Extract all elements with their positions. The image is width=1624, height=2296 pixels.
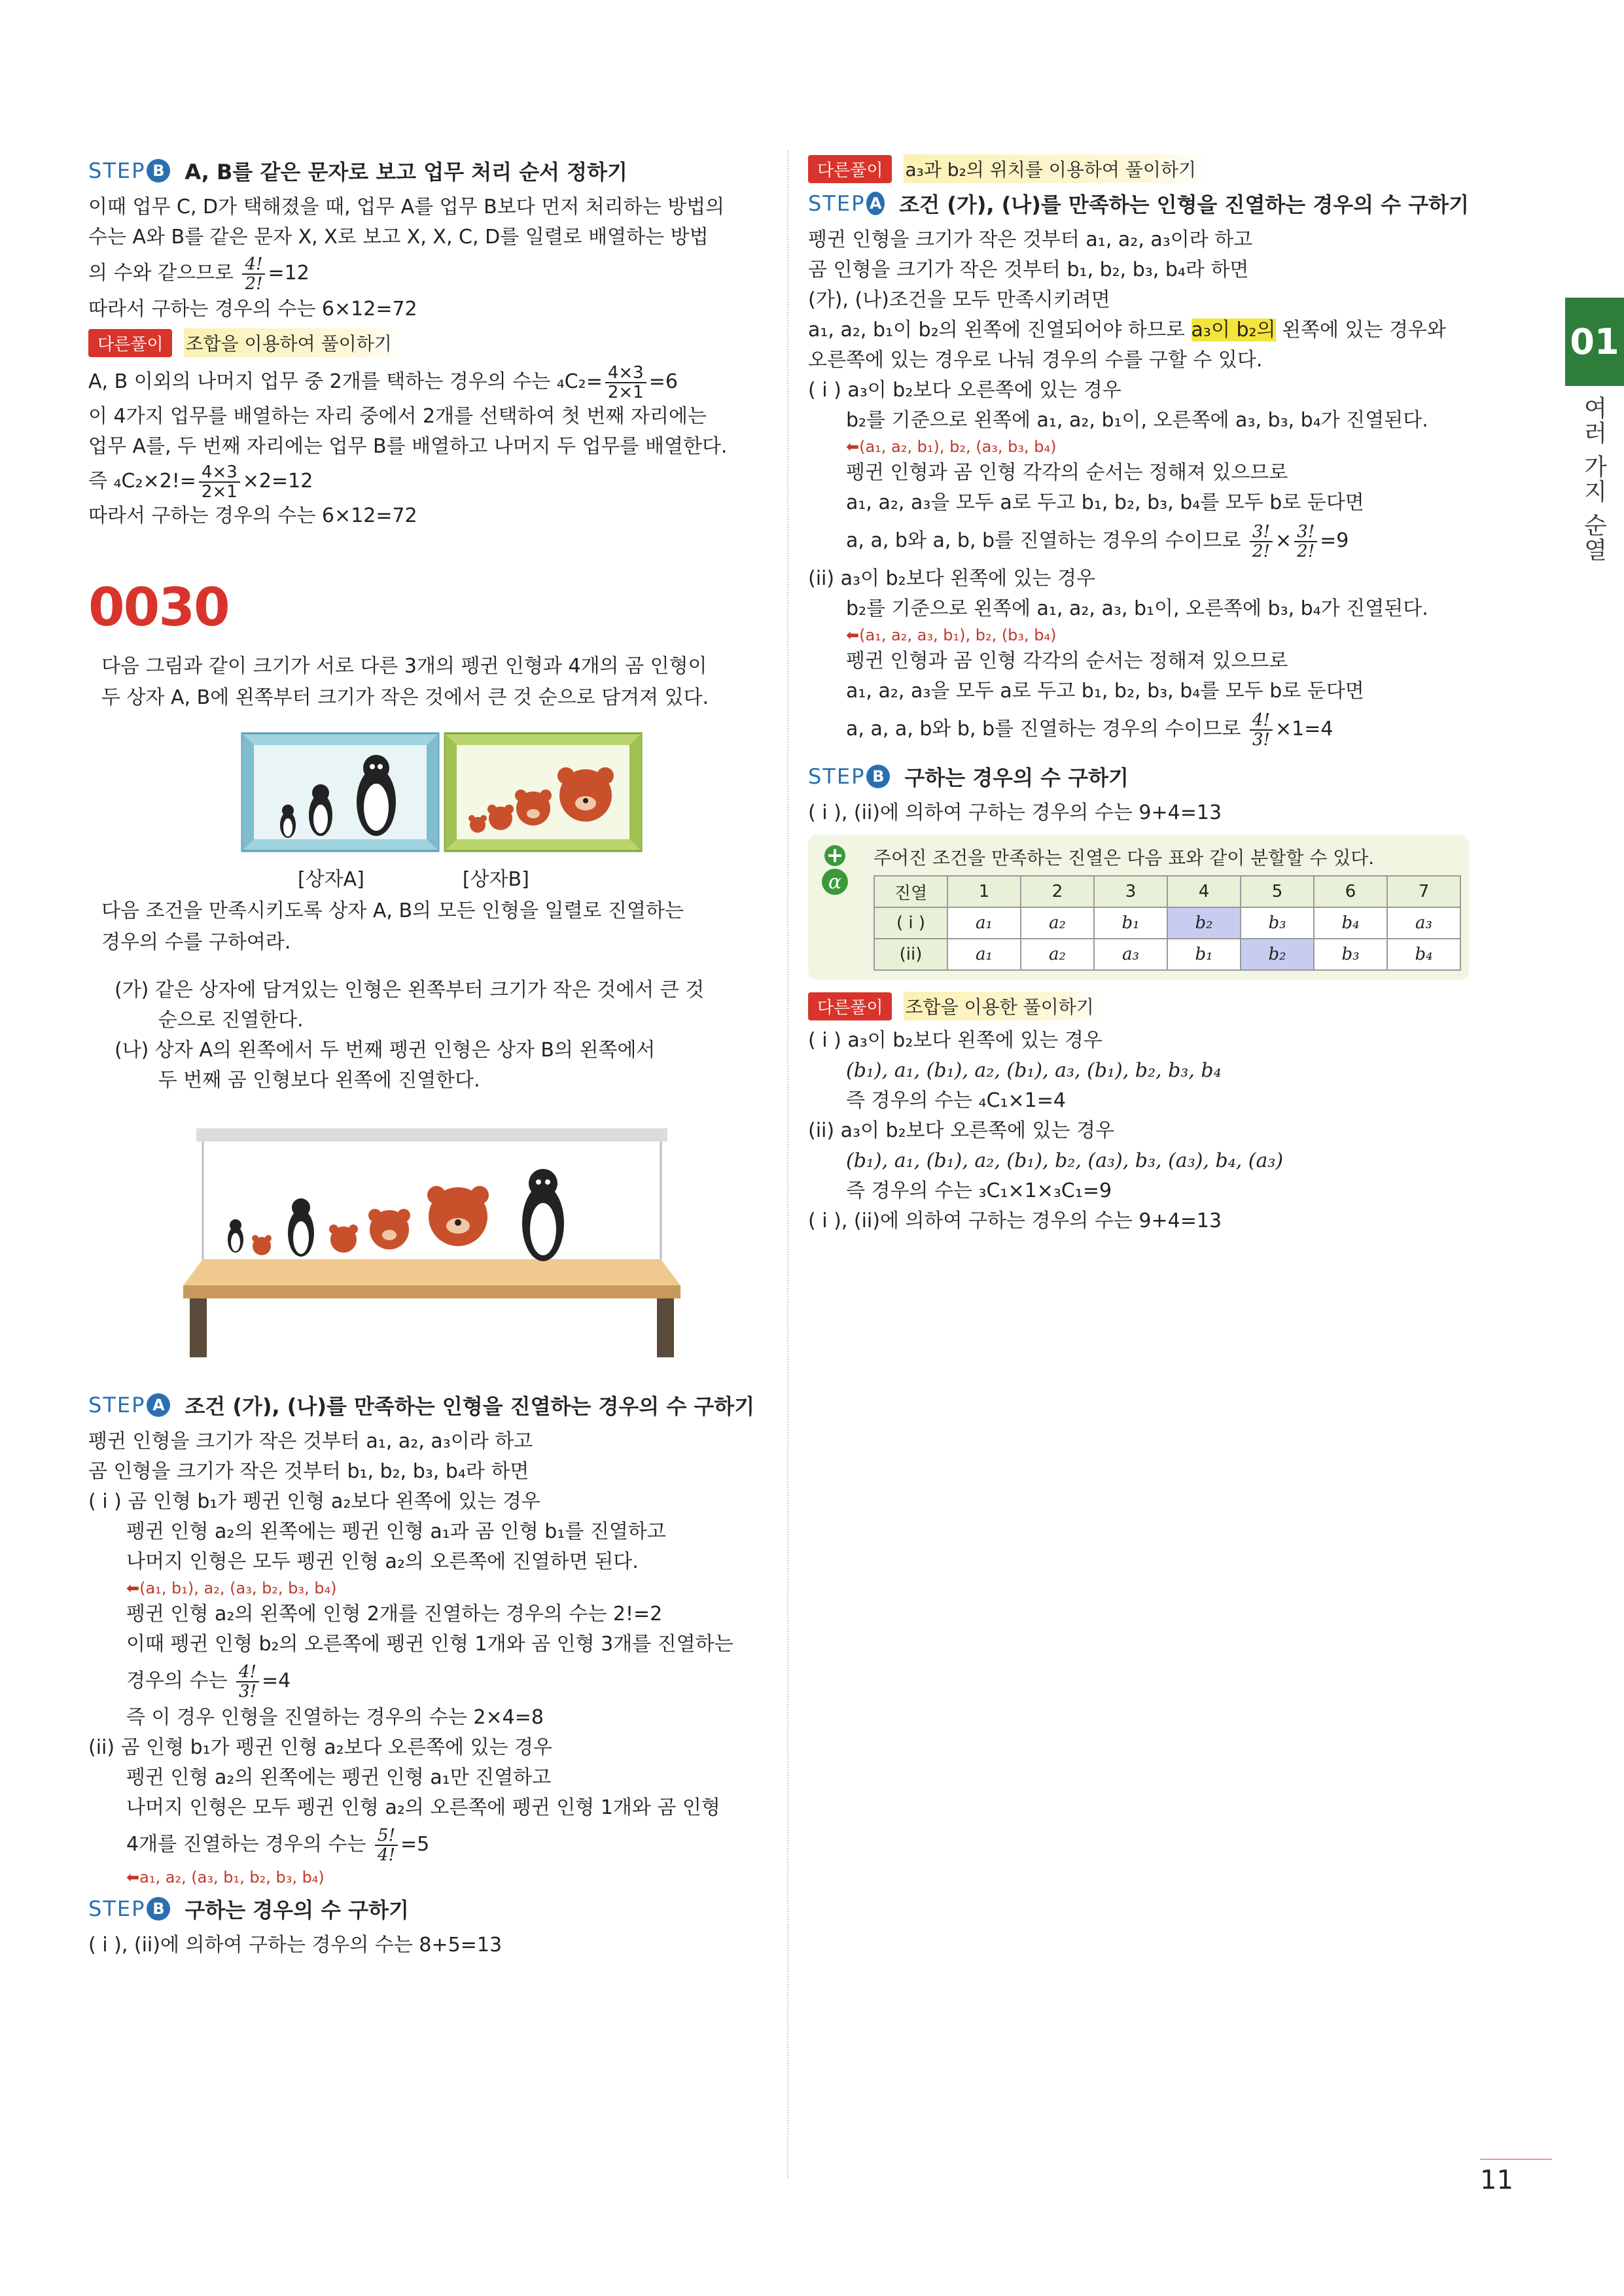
text-line: a₁, a₂, a₃을 모두 a로 두고 b₁, b₂, b₃, b₄를 모두 b로 둔다면 [846, 491, 1364, 514]
box-a [242, 733, 438, 851]
text-line: 이때 펭귄 인형 b₂의 오른쪽에 펭귄 인형 1개와 곰 인형 3개를 진열하는 [126, 1633, 733, 1656]
text-line: 즉 경우의 수는 ₄C₁×1=4 [846, 1089, 1066, 1112]
step-label: STEP [88, 1896, 146, 1921]
penguin-icon [522, 1169, 564, 1261]
text-line: 수는 A와 B를 같은 문자 X, X로 보고 X, X, C, D를 일렬로 배열하는 방법 [88, 226, 709, 249]
step-label: STEP [808, 764, 866, 789]
text-fragment: 4개를 진열하는 경우의 수는 [126, 1833, 366, 1856]
text-line [88, 362, 769, 402]
text-line: 나머지 인형은 모두 펭귄 인형 a₂의 오른쪽에 진열하면 된다. [126, 1550, 639, 1573]
text-line: 이때 업무 C, D가 택해졌을 때, 업무 A를 업무 B보다 먼저 처리하는 방법의 [88, 196, 725, 218]
fraction-numerator: 5! [375, 1826, 398, 1846]
text-fragment: 경우의 수는 [126, 1669, 228, 1692]
table-cell: a₂ [1021, 939, 1094, 970]
text-line [808, 315, 1469, 345]
condition-line: 순으로 진열한다. [115, 1009, 304, 1032]
text-line [808, 706, 1469, 752]
fraction-denominator: 2! [1252, 541, 1271, 561]
chapter-tab: 01 [1565, 298, 1624, 386]
fraction-numerator: 4! [236, 1663, 259, 1682]
table-cell: a₁ [947, 939, 1021, 970]
problem-text-line: 두 상자 A, B에 왼쪽부터 크기가 작은 것에서 큰 것 순으로 담겨져 있다. [101, 686, 709, 709]
table-cell: a₃ [1094, 939, 1167, 970]
text-line: 펭귄 인형을 크기가 작은 것부터 a₁, a₂, a₃이라 하고 [808, 228, 1253, 251]
text-line [88, 1660, 769, 1703]
page-number: 11 [1480, 2165, 1513, 2195]
table-cell: (ii) [874, 939, 947, 970]
table-cell: b₃ [1241, 907, 1314, 939]
alt-solution-header [808, 154, 1469, 183]
table-cell: 5 [1241, 876, 1314, 907]
table-cell: b₄ [1387, 939, 1460, 970]
table-cell: 1 [947, 876, 1021, 907]
step-title: 구하는 경우의 수 구하기 [904, 765, 1129, 790]
text-fragment: a₁, a₂, b₁이 b₂의 왼쪽에 진열되어야 하므로 [808, 319, 1192, 341]
step-label: STEP [88, 158, 146, 183]
caption-box-a: [상자A] [298, 868, 364, 891]
step-title: 구하는 경우의 수 구하기 [185, 1898, 409, 1922]
result-line: 따라서 구하는 경우의 수는 6×12=72 [88, 298, 417, 321]
step-letter-badge: B [147, 159, 170, 183]
result-line: 따라서 구하는 경우의 수는 6×12=72 [88, 504, 417, 527]
step-title: 조건 (가), (나)를 만족하는 인형을 진열하는 경우의 수 구하기 [899, 192, 1469, 217]
penguin-icon [280, 805, 296, 838]
problem-text [88, 651, 769, 714]
bear-icon [427, 1186, 489, 1246]
text-line: (가), (나)조건을 모두 만족시키려면 [808, 288, 1110, 311]
step-title: 조건 (가), (나)를 만족하는 인형을 진열하는 경우의 수 구하기 [185, 1394, 755, 1419]
text-line: 펭귄 인형 a₂의 왼쪽에 인형 2개를 진열하는 경우의 수는 2!=2 [126, 1603, 663, 1626]
text-fragment: A, B 이외의 나머지 업무 중 2개를 택하는 경우의 수는 ₄C₂= [88, 370, 603, 393]
hint-arrangement: ⬅(a₁, b₁), a₂, (a₃, b₂, b₃, b₄) [126, 1579, 337, 1597]
page-number-rule [1480, 2159, 1552, 2160]
alt-solution-badge: 다른풀이 [808, 155, 892, 183]
text-fragment: =6 [648, 370, 678, 393]
arrangement-table [874, 875, 1461, 971]
text-fragment: ×2=12 [242, 470, 313, 493]
table-cell-highlight: b₂ [1241, 939, 1314, 970]
case-heading: (ii) 곰 인형 b₁가 펭귄 인형 a₂보다 오른쪽에 있는 경우 [88, 1736, 553, 1759]
case-heading: ( i ) 곰 인형 b₁가 펭귄 인형 a₂보다 왼쪽에 있는 경우 [88, 1490, 540, 1513]
case-heading: (ii) a₃이 b₂보다 오른쪽에 있는 경우 [808, 1119, 1115, 1142]
case-heading: ( i ) a₃이 b₂보다 왼쪽에 있는 경우 [808, 1029, 1103, 1052]
text-line [88, 252, 769, 294]
result-line: ( i ), (ii)에 의하여 구하는 경우의 수는 9+4=13 [808, 801, 1222, 824]
text-line: 펭귄 인형 a₂의 왼쪽에는 펭귄 인형 a₁만 진열하고 [126, 1766, 552, 1789]
left-column [88, 150, 769, 1960]
text-line: 나머지 인형은 모두 펭귄 인형 a₂의 오른쪽에 펭귄 인형 1개와 곰 인형 [126, 1796, 720, 1819]
text-fragment: 왼쪽에 있는 경우와 [1275, 319, 1446, 341]
step-letter-badge: A [147, 1393, 170, 1417]
table-cell: b₁ [1094, 907, 1167, 939]
table-cell: 4 [1167, 876, 1241, 907]
problem-text-line: 다음 그림과 같이 크기가 서로 다른 3개의 펭귄 인형과 4개의 곰 인형이 [101, 655, 707, 678]
bear-icon [368, 1209, 410, 1249]
problem-text-line: 다음 조건을 만족시키도록 상자 A, B의 모든 인형을 일렬로 진열하는 [101, 899, 684, 922]
hint-arrangement: ⬅a₁, a₂, (a₃, b₁, b₂, b₃, b₄) [126, 1868, 325, 1887]
text-line: a, a, b와 a, b, b를 진열하는 경우의 수이므로 $\frac{3!}{2!}$ × $\frac{3!}{2!}$ =9 [846, 521, 1349, 561]
fraction [605, 364, 646, 402]
fraction-denominator: 3! [1252, 729, 1271, 750]
step-letter-badge: A [866, 192, 885, 215]
text-line: 곰 인형을 크기가 작은 것부터 b₁, b₂, b₃, b₄라 하면 [808, 258, 1249, 281]
problem-text [88, 896, 769, 958]
hint-arrangement: ⬅(a₁, a₂, a₃, b₁), b₂, (b₃, b₄) [846, 626, 1057, 644]
plus-alpha-icon [817, 844, 853, 897]
text-line: b₂를 기준으로 왼쪽에 a₁, a₂, b₁이, 오른쪽에 a₃, b₃, b₄가 진열된다. [846, 409, 1428, 432]
text-line: 즉 경우의 수는 ₃C₁×1×₃C₁=9 [846, 1179, 1112, 1202]
text-fragment: =4 [261, 1669, 291, 1692]
step-b-heading [88, 156, 769, 186]
fraction-denominator: 2×1 [201, 481, 238, 502]
fraction [242, 255, 265, 293]
text-line: 펭귄 인형 a₂의 왼쪽에는 펭귄 인형 a₁과 곰 인형 b₁를 진열하고 [126, 1520, 666, 1543]
fraction-numerator: 3! [1250, 523, 1273, 542]
alt-solution-header [808, 992, 1469, 1020]
step-label: STEP [808, 191, 866, 216]
table-cell: a₁ [947, 907, 1021, 939]
table-cell: 3 [1094, 876, 1167, 907]
svg-text:α: α [828, 871, 842, 894]
case-heading: (ii) a₃이 b₂보다 왼쪽에 있는 경우 [808, 567, 1096, 590]
table-cell: a₂ [1021, 907, 1094, 939]
fraction-numerator: 4×3 [199, 463, 240, 483]
box-b [445, 733, 641, 851]
text-line: 오른쪽에 있는 경우로 나눠 경우의 수를 구할 수 있다. [808, 349, 1263, 372]
step-label: STEP [88, 1393, 146, 1418]
hint-arrangement: ⬅(a₁, a₂, b₁), b₂, (a₃, b₃, b₄) [846, 438, 1057, 456]
text-line: (b₁), a₁, (b₁), a₂, (b₁), b₂, (a₃), b₃, (a₃), b₄, (a₃) [846, 1149, 1284, 1172]
step-b-heading [808, 761, 1469, 791]
fraction-denominator: 3! [238, 1681, 256, 1701]
fraction-denominator: 2×1 [607, 382, 644, 402]
penguin-icon [228, 1219, 243, 1253]
fraction [236, 1663, 259, 1701]
problem-number: 0030 [88, 577, 229, 638]
condition-line: 두 번째 곰 인형보다 왼쪽에 진열한다. [115, 1069, 480, 1092]
fraction-numerator: 3! [1294, 523, 1317, 542]
chapter-title: 여러 가지 순열 [1580, 396, 1607, 563]
step-a-heading [808, 188, 1469, 218]
column-divider [787, 150, 788, 2178]
step-letter-badge: B [147, 1897, 170, 1921]
text-fragment: =9 [1320, 529, 1349, 552]
result-line: ( i ), (ii)에 의하여 구하는 경우의 수는 8+5=13 [88, 1934, 503, 1957]
alt-solution-badge: 다른풀이 [88, 329, 172, 357]
text-line: 업무 A를, 두 번째 자리에는 업무 B를 배열하고 나머지 두 업무를 배열한다. [88, 435, 728, 458]
caption-box-b: [상자B] [462, 868, 529, 891]
fraction-denominator: 2! [245, 273, 263, 294]
condition-line: (가) 같은 상자에 담겨있는 인형은 왼쪽부터 크기가 작은 것에서 큰 것 [115, 979, 705, 1001]
result-line: ( i ), (ii)에 의하여 구하는 경우의 수는 9+4=13 [808, 1209, 1222, 1232]
text-line [88, 1823, 769, 1866]
condition-line: (나) 상자 A의 왼쪽에서 두 번째 펭귄 인형은 상자 B의 왼쪽에서 [115, 1039, 656, 1062]
text-line: a₁, a₂, a₃을 모두 a로 두고 b₁, b₂, b₃, b₄를 모두 b로 둔다면 [846, 680, 1364, 703]
fraction-numerator: 4! [1250, 711, 1273, 731]
text-line: (b₁), a₁, (b₁), a₂, (b₁), a₃, (b₁), b₂, b₃, b₄ [846, 1059, 1222, 1082]
text-fragment: a, a, a, b와 b, b를 진열하는 경우의 수이므로 [846, 718, 1241, 740]
text-line: 즉 이 경우 인형을 진열하는 경우의 수는 2×4=8 [126, 1706, 544, 1729]
alt-solution-badge: 다른풀이 [808, 992, 892, 1020]
fraction [199, 463, 240, 501]
table-cell: b₄ [1314, 907, 1387, 939]
box-captions [88, 863, 769, 892]
text-fragment: 즉 ₄C₂×2!= [88, 470, 196, 493]
step-b-heading [88, 1894, 769, 1924]
fraction-numerator: 4! [242, 255, 265, 275]
text-fragment: ×1=4 [1275, 718, 1333, 740]
note-intro: 주어진 조건을 만족하는 진열은 다음 표와 같이 분할할 수 있다. [874, 847, 1375, 869]
table-cell: b₃ [1314, 939, 1387, 970]
fraction [375, 1826, 398, 1864]
text-line: 펭귄 인형과 곰 인형 각각의 순서는 정해져 있으므로 [846, 650, 1288, 672]
text-fragment: 의 수와 같으므로 [88, 262, 234, 285]
bear-icon [252, 1235, 272, 1255]
alt-solution-title: a₃과 b₂의 위치를 이용하여 풀이하기 [904, 154, 1208, 183]
fraction [1294, 523, 1317, 561]
conditions [88, 975, 769, 1096]
table-header-row [874, 876, 1460, 907]
box-illustration [88, 727, 769, 858]
text-line [88, 462, 769, 501]
text-line: 곰 인형을 크기가 작은 것부터 b₁, b₂, b₃, b₄라 하면 [88, 1460, 529, 1483]
text-line: 펭귄 인형을 크기가 작은 것부터 a₁, a₂, a₃이라 하고 [88, 1430, 533, 1453]
table-cell: 진열 [874, 876, 947, 907]
table-cell-highlight: b₂ [1167, 907, 1241, 939]
alt-solution-title: 조합을 이용하여 풀이하기 [184, 328, 403, 357]
text-line: 펭귄 인형과 곰 인형 각각의 순서는 정해져 있으므로 [846, 461, 1288, 484]
penguin-icon [309, 784, 332, 836]
text-line: 이 4가지 업무를 배열하는 자리 중에서 2개를 선택하여 첫 번째 자리에는 [88, 405, 707, 428]
table-cell: a₃ [1387, 907, 1460, 939]
bear-icon [329, 1225, 358, 1253]
table-cell: 2 [1021, 876, 1094, 907]
step-letter-badge: B [866, 765, 890, 788]
fraction [1250, 523, 1273, 561]
alt-solution-header [88, 328, 769, 357]
text-fragment: a, a, b와 a, b, b를 진열하는 경우의 수이므로 [846, 529, 1241, 552]
table-cell: 7 [1387, 876, 1460, 907]
alt-solution-title: 조합을 이용한 풀이하기 [904, 992, 1105, 1020]
penguin-icon [288, 1198, 314, 1257]
table-cell: b₁ [1167, 939, 1241, 970]
table-row [874, 939, 1460, 970]
text-fragment: =12 [268, 262, 309, 285]
highlighted-text: a₃이 b₂의 [1191, 319, 1276, 341]
fraction-numerator: 4×3 [605, 364, 646, 383]
shelf-illustration [88, 1122, 769, 1357]
note-box [808, 835, 1469, 980]
fraction [1250, 711, 1273, 749]
table-row [874, 907, 1460, 939]
step-title: A, B를 같은 문자로 보고 업무 처리 순서 정하기 [185, 160, 627, 184]
table-cell: 6 [1314, 876, 1387, 907]
table-cell: ( i ) [874, 907, 947, 939]
fraction-denominator: 2! [1297, 541, 1315, 561]
text-line: b₂를 기준으로 왼쪽에 a₁, a₂, a₃, b₁이, 오른쪽에 b₃, b₄가 진열된다. [846, 597, 1428, 620]
right-column [808, 150, 1469, 1236]
fraction-denominator: 4! [378, 1845, 396, 1865]
text-fragment: =5 [400, 1833, 430, 1856]
case-heading: ( i ) a₃이 b₂보다 오른쪽에 있는 경우 [808, 379, 1121, 402]
step-a-heading [88, 1390, 769, 1420]
problem-text-line: 경우의 수를 구하여라. [101, 931, 291, 954]
